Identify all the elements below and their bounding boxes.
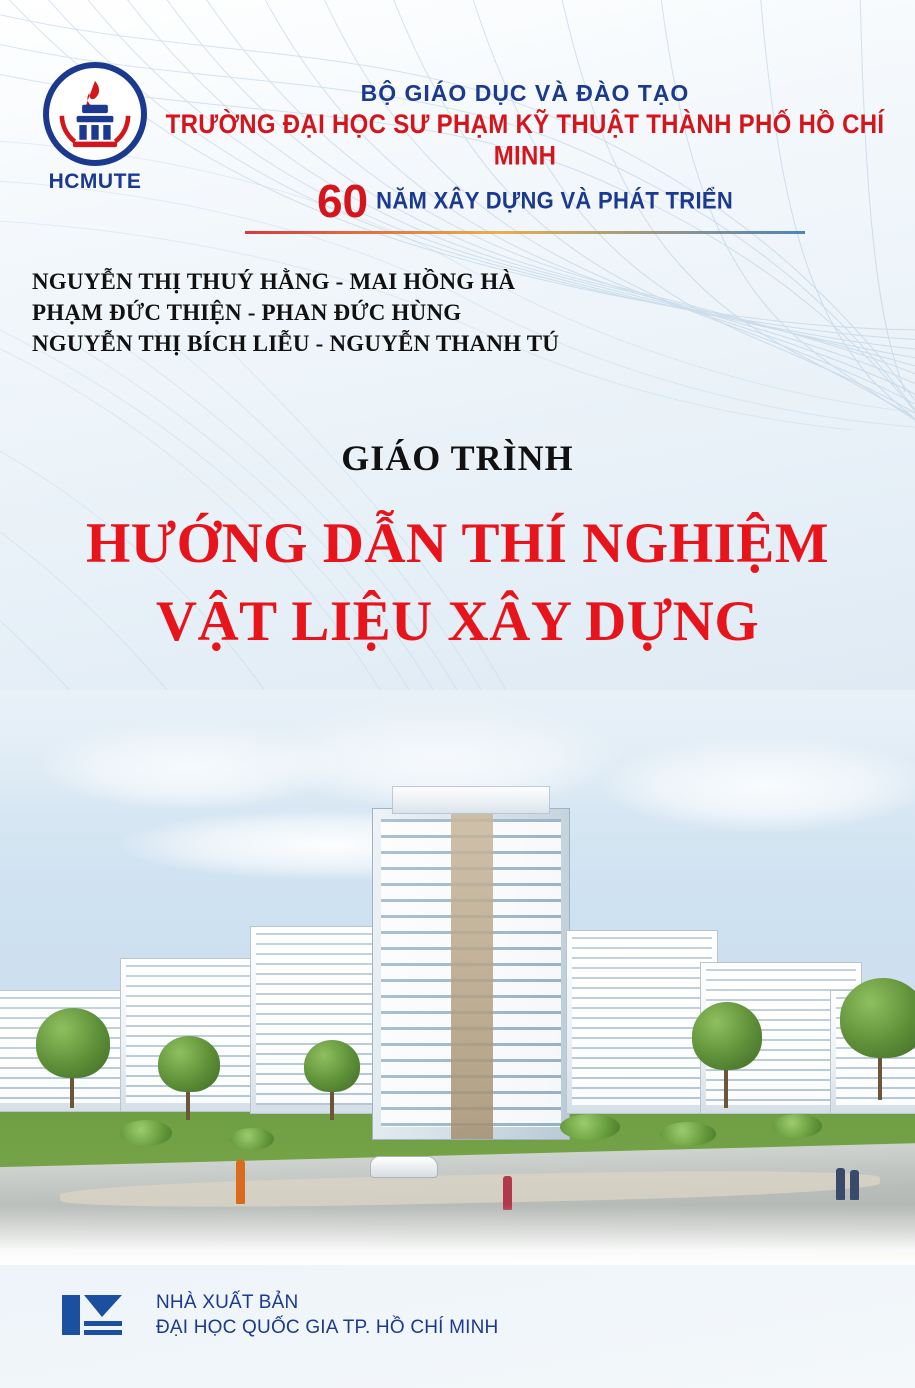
hcmute-logo [30,62,160,194]
shrub [230,1128,274,1150]
person [850,1170,859,1200]
tree [36,1008,110,1078]
author-line: NGUYỄN THỊ THUÝ HẰNG - MAI HỒNG HÀ [32,269,516,294]
publisher-line1: NHÀ XUẤT BẢN [156,1292,299,1313]
publisher-line2: ĐẠI HỌC QUỐC GIA TP. HỒ CHÍ MINH [156,1317,499,1338]
tree [692,1002,762,1070]
tree [840,978,915,1058]
hcmute-emblem-icon [43,62,147,166]
car [370,1156,438,1178]
tree [304,1040,360,1092]
book-title [0,505,915,661]
anniversary-text: NĂM XÂY DỰNG VÀ PHÁT TRIỂN [376,186,734,215]
anniversary-number: 60 [316,175,369,227]
logo-acronym: HCMUTE [48,170,142,193]
book-title-line2: VẬT LIỆU XÂY DỰNG [155,590,760,653]
tree [158,1036,220,1092]
header-rule [245,231,805,234]
person [236,1160,245,1204]
shrub [120,1120,172,1146]
shrub [560,1114,620,1140]
person [836,1168,845,1200]
book-kicker: GIÁO TRÌNH [341,438,574,478]
shrub [772,1114,822,1138]
author-line: PHẠM ĐỨC THIỆN - PHAN ĐỨC HÙNG [32,300,462,325]
anniversary-line [160,175,890,227]
publisher-block [60,1290,498,1340]
university-name: TRƯỜNG ĐẠI HỌC SƯ PHẠM KỸ THUẬT THÀNH PHỐ HỒ CHÍ MINH [165,109,885,172]
author-list [32,266,852,359]
ministry-name: BỘ GIÁO DỤC VÀ ĐÀO TẠO [360,80,690,106]
building-tower [372,808,570,1140]
shrub [660,1122,716,1146]
header-block [160,80,890,234]
campus-photo [0,690,915,1265]
photo-bottom-fade [0,1205,915,1265]
publisher-text [156,1290,498,1340]
author-line: NGUYỄN THỊ BÍCH LIỄU - NGUYỄN THANH TÚ [32,331,560,356]
vnuhcm-press-logo-icon [60,1291,138,1339]
book-title-line1: HƯỚNG DẪN THÍ NGHIỆM [85,512,830,575]
photo-top-fade [0,690,915,810]
